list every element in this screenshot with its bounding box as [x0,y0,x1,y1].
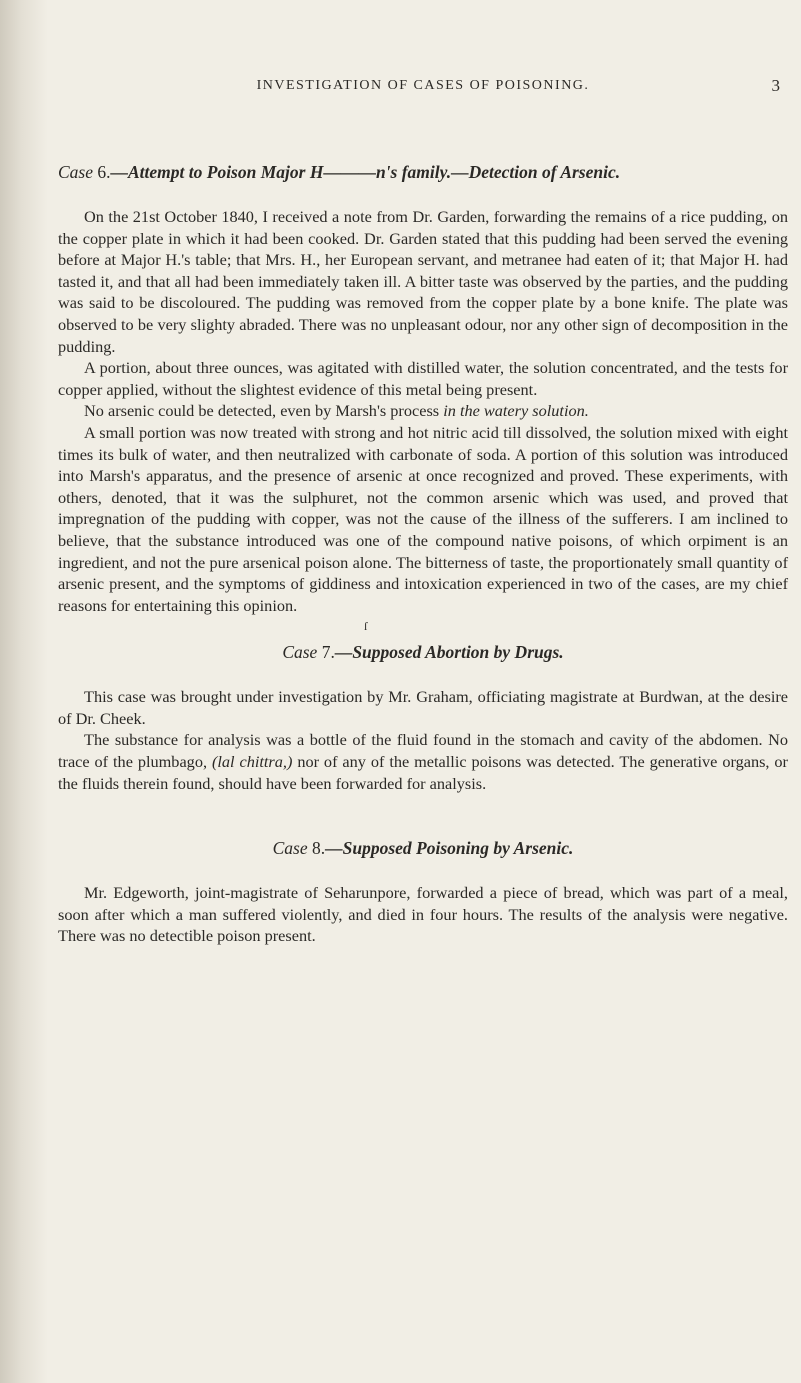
case-6-paragraph-4: A small portion was now treated with strong and hot nitric acid till dissolved, the solution mixed with eight times its bulk of water, and then neutralized with carbonate of soda. A portion of this solution was introduced into Marsh's apparatus, and the presence of arsenic at once recognized and proved. These experiments, with others, denoted, that it was the sulphuret, not the common arsenic which was used, and proved that impregnation of the pudding with copper, was not the cause of the illness of the sufferers. I am inclined to believe, that the substance introduced was one of the compound native poisons, of which orpiment is an ingredient, and not the pure arsenical poison alone. The bitterness of taste, the proportionately small quantity of arsenic present, and the symptoms of giddiness and intoxication experienced in two of the cases, are my chief reasons for entertaining this opinion. [58,422,788,615]
page-edge-shadow [0,0,48,1383]
case-7-p2-text: The substance for analysis was a bottle of the fluid found in the stomach and cavity of the abdomen. No trace of the plumbago, [58,730,788,772]
case-8-paragraph-1: Mr. Edgeworth, joint-magistrate of Seharunpore, forwarded a piece of bread, which was part of a meal, soon after which a man suffered violently, and died in four hours. The results of the analysis were negative. There was no detectible poison present. [58,883,788,946]
case-6-title: —Attempt to Poison Major H———n's family.—Detection of Arsenic. [110,162,621,182]
case-6-p3-text: No arsenic could be detected, even by Marsh's process [84,401,444,421]
case-6-paragraph-1: On the 21st October 1840, I received a note from Dr. Garden, forwarding the remains of a rice pudding, on the copper plate in which it had been cooked. Dr. Garden stated that this pudding had been served the evening before at Major H.'s table; that Mrs. H., her European servant, and metranee had eaten of it; that Major H. had tasted it, and that all had been immediately taken ill. A bitter taste was observed by the parties, and the pudding was said to be discoloured. The pudding was removed from the copper plate by a bone knife. The plate was observed to be very slighty abraded. There was no unpleasant odour, nor any other sign of decomposition in the pudding. [58,207,788,356]
case-7-prefix: Case [282,642,322,663]
case-8-title: —Supposed Poisoning by Arsenic. [325,838,574,859]
case-7-heading [58,642,788,663]
case-6-paragraph-3 [58,400,788,422]
case-7-title: —Supposed Abortion by Drugs. [334,642,564,663]
case-8-heading [58,838,788,859]
case-6-heading [58,162,788,183]
case-7-p2-text-end: nor of any of the metallic poisons was detected. The generative organs, or the fluids therein found, should have been forwarded for analysis. [58,752,788,793]
stray-mark: ſ [364,619,368,634]
case-6-p3-italic: in the watery solution. [443,401,589,421]
case-8-prefix: Case [272,838,312,859]
case-6-number: 6. [97,162,111,182]
case-6-prefix: Case [58,162,98,182]
case-7-number: 7. [321,642,335,663]
case-7-paragraph-1: This case was brought under investigation by Mr. Graham, officiating magistrate at Burdwan, at the desire of Dr. Cheek. [58,687,788,728]
case-8-number: 8. [311,838,326,859]
book-page [58,78,788,947]
running-title: INVESTIGATION OF CASES OF POISONING. [256,78,590,93]
running-head [58,78,788,104]
case-6-paragraph-2: A portion, about three ounces, was agitated with distilled water, the solution concentrated, and the tests for copper applied, without the slightest evidence of this metal being present. [58,358,788,399]
case-7-p2-italic: (lal chittra,) [211,752,293,772]
page-number: 3 [771,76,780,95]
case-7-paragraph-2 [58,729,788,794]
